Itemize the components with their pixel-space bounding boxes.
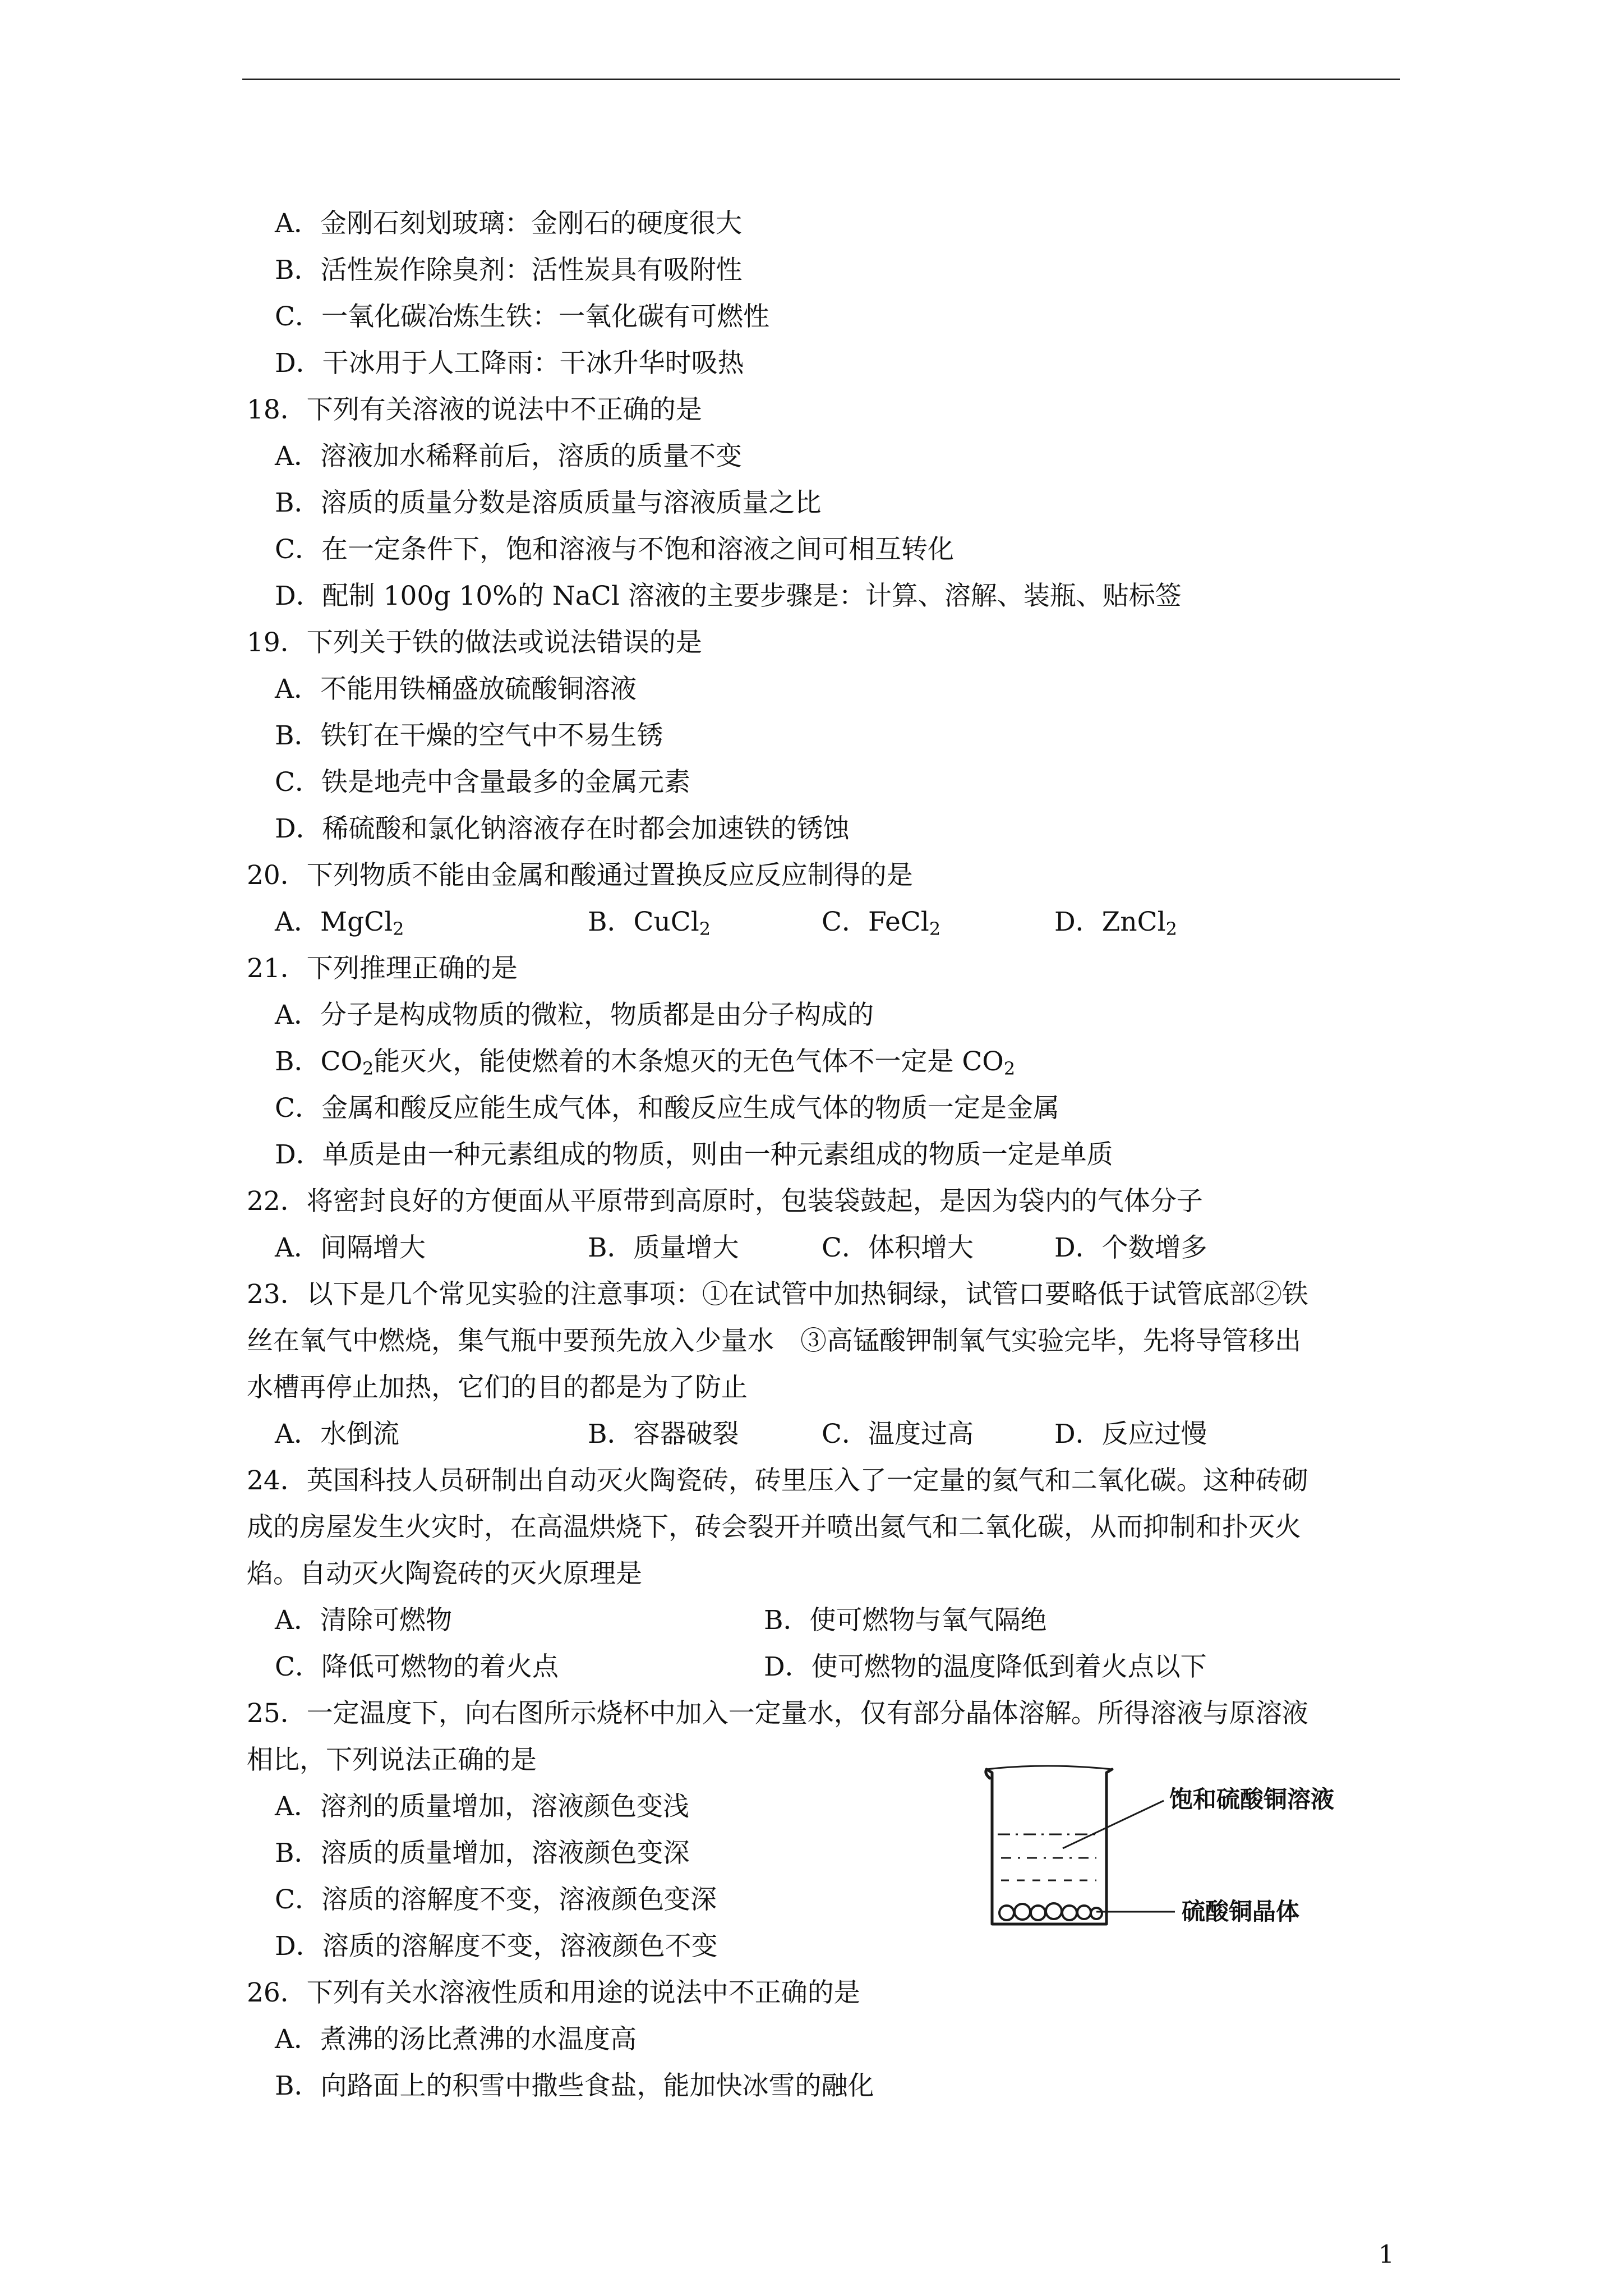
q20-option-b: B．CuCl$_2$ <box>588 907 711 940</box>
q21-option-b: B．$CO_2$能灭火，能使燃着的木条熄灭的无色气体不一定是 $CO_2$ <box>275 1046 1016 1079</box>
q18-option-a: A．溶液加水稀释前后，溶质的质量不变 <box>275 441 742 472</box>
q25-option-a: A．溶剂的质量增加，溶液颜色变浅 <box>275 1791 689 1822</box>
q19-option-b: B．铁钉在干燥的空气中不易生锈 <box>275 720 663 751</box>
q20-option-d: D．ZnCl$_2$ <box>1054 907 1177 940</box>
q24-option-b: B．使可燃物与氧气隔绝 <box>764 1605 1047 1636</box>
q18-option-d: D．配制 100g 10%的 NaCl 溶液的主要步骤是：计算、溶解、装瓶、贴标签 <box>275 581 1182 611</box>
q25-stem-line2: 相比，下列说法正确的是 <box>247 1745 537 1775</box>
q24-option-a: A．清除可燃物 <box>275 1605 452 1636</box>
q22-stem: 22．将密封良好的方便面从平原带到高原时，包装袋鼓起，是因为袋内的气体分子 <box>247 1186 1203 1217</box>
q18-stem: 18．下列有关溶液的说法中不正确的是 <box>247 394 702 425</box>
q24-option-d: D．使可燃物的温度降低到着火点以下 <box>764 1651 1207 1682</box>
figure-label-solution: 饱和硫酸铜溶液 <box>1169 1786 1335 1813</box>
q20-option-c: C．FeCl$_2$ <box>822 907 941 940</box>
q17-option-c: C．一氧化碳冶炼生铁：一氧化碳有可燃性 <box>275 301 769 332</box>
q24-option-c: C．降低可燃物的着火点 <box>275 1651 559 1682</box>
q21-option-a: A．分子是构成物质的微粒，物质都是由分子构成的 <box>275 1000 874 1030</box>
q19-stem: 19．下列关于铁的做法或说法错误的是 <box>247 627 702 658</box>
q23-option-b: B．容器破裂 <box>588 1419 739 1450</box>
q23-option-d: D．反应过慢 <box>1054 1419 1207 1450</box>
q23-option-a: A．水倒流 <box>275 1419 399 1450</box>
q19-option-c: C．铁是地壳中含量最多的金属元素 <box>275 767 690 798</box>
q21-stem: 21．下列推理正确的是 <box>247 953 518 984</box>
q18-option-b: B．溶质的质量分数是溶质质量与溶液质量之比 <box>275 487 822 518</box>
q25-option-b: B．溶质的质量增加，溶液颜色变深 <box>275 1838 690 1869</box>
q24-stem-line3: 焰。自动灭火陶瓷砖的灭火原理是 <box>247 1558 642 1589</box>
q18-option-c: C．在一定条件下，饱和溶液与不饱和溶液之间可相互转化 <box>275 534 954 565</box>
q20-option-a: A．MgCl$_2$ <box>275 907 404 940</box>
q25-option-c: C．溶质的溶解度不变，溶液颜色变深 <box>275 1884 717 1915</box>
q22-option-a: A．间隔增大 <box>275 1232 426 1263</box>
q20-stem: 20．下列物质不能由金属和酸通过置换反应反应制得的是 <box>247 860 913 891</box>
q26-option-b: B．向路面上的积雪中撒些食盐，能加快冰雪的融化 <box>275 2070 874 2101</box>
q26-option-a: A．煮沸的汤比煮沸的水温度高 <box>275 2024 637 2055</box>
q24-stem-line1: 24．英国科技人员研制出自动灭火陶瓷砖，砖里压入了一定量的氦气和二氧化碳。这种砖砌 <box>247 1465 1308 1496</box>
q23-option-c: C．温度过高 <box>822 1419 974 1450</box>
page-number: 1 <box>1378 2240 1394 2269</box>
q21-option-c: C．金属和酸反应能生成气体，和酸反应生成气体的物质一定是金属 <box>275 1093 1059 1124</box>
q25-stem-line1: 25．一定温度下，向右图所示烧杯中加入一定量水，仅有部分晶体溶解。所得溶液与原溶液 <box>247 1698 1308 1729</box>
q23-stem-line3: 水槽再停止加热，它们的目的都是为了防止 <box>247 1372 748 1403</box>
q23-stem-line1: 23．以下是几个常见实验的注意事项：①在试管中加热铜绿，试管口要略低于试管底部②铁 <box>247 1279 1308 1310</box>
q22-option-c: C．体积增大 <box>822 1232 974 1263</box>
q26-stem: 26．下列有关水溶液性质和用途的说法中不正确的是 <box>247 1977 860 2008</box>
q21-option-d: D．单质是由一种元素组成的物质，则由一种元素组成的物质一定是单质 <box>275 1139 1113 1170</box>
q19-option-d: D．稀硫酸和氯化钠溶液存在时都会加速铁的锈蚀 <box>275 813 850 844</box>
q22-option-d: D．个数增多 <box>1054 1232 1207 1263</box>
q22-option-b: B．质量增大 <box>588 1232 739 1263</box>
q19-option-a: A．不能用铁桶盛放硫酸铜溶液 <box>275 674 637 705</box>
q17-option-a: A．金刚石刻划玻璃：金刚石的硬度很大 <box>275 208 742 239</box>
q23-stem-line2: 丝在氧气中燃烧，集气瓶中要预先放入少量水 ③高锰酸钾制氧气实验完毕，先将导管移出 <box>247 1326 1301 1356</box>
q24-stem-line2: 成的房屋发生火灾时，在高温烘烧下，砖会裂开并喷出氦气和二氧化碳，从而抑制和扑灭火 <box>247 1512 1301 1543</box>
q17-option-b: B．活性炭作除臭剂：活性炭具有吸附性 <box>275 255 743 286</box>
beaker-figure <box>979 1761 1382 1930</box>
q17-option-d: D．干冰用于人工降雨：干冰升华时吸热 <box>275 348 744 379</box>
header-rule <box>242 79 1400 80</box>
figure-label-crystal: 硫酸铜晶体 <box>1182 1898 1300 1925</box>
q25-option-d: D．溶质的溶解度不变，溶液颜色不变 <box>275 1931 718 1962</box>
